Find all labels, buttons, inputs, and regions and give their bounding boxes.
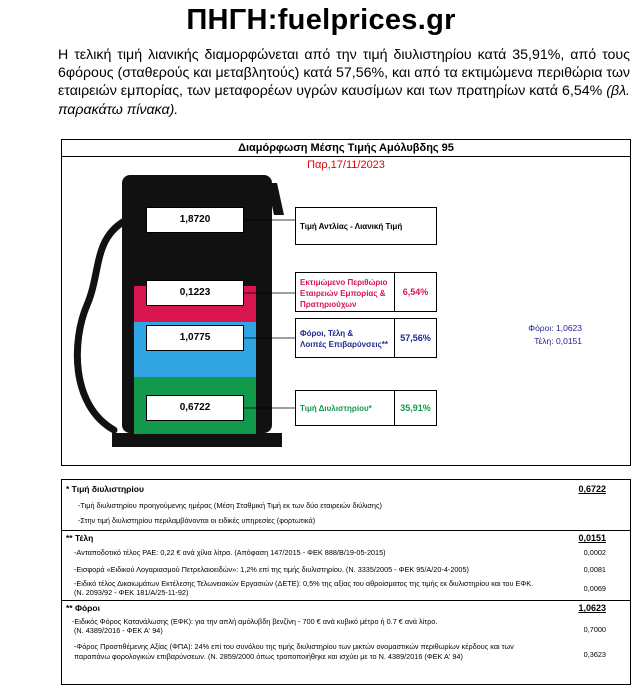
figure-date: Παρ,17/11/2023 [307,159,385,171]
table-divider [62,530,630,531]
price-breakdown-figure [61,139,631,466]
refinery-share: 35,91% [394,391,436,425]
margin-label-line-2: Εταιρειών Εμπορίας & [300,289,386,298]
fee-item-2-value: 0,0081 [583,565,606,574]
tax-breakdown-taxes-value: 1,0623 [556,323,582,333]
tax-item-1-ref: (Ν. 4389/2016 - ΦΕΚ Α' 94) [74,626,163,635]
tax-item-2-value: 0,3623 [583,650,606,659]
refinery-section-title: * Τιμή διυλιστηρίου [66,484,144,494]
taxes-section-value: 1,0623 [578,603,606,613]
fee-item-3: -Ειδικό τέλος Δικαιωμάτων Εκτέλεσης Τελωνειακών Εργασιών (ΔΕΤΕ): 0,5% της αξίας του αθροίσματος της τιμής εκ διυλιστηρίου και του ΕΦΚ. [74,579,534,588]
tax-breakdown-fees [502,336,582,346]
tax-breakdown-taxes [502,323,582,333]
taxes-share: 57,56% [394,319,436,357]
fee-item-1: -Ανταποδοτικό τέλος ΡΑΕ: 0,22 € ανά χίλια λίτρα. (Απόφαση 147/2015 - ΦΕΚ 888/Β/19-05-2015) [74,548,386,557]
tax-item-2: -Φόρος Προστιθέμενης Αξίας (ΦΠΑ): 24% επί του συνόλου της τιμής διυλιστηρίου των μικτών ονομαστικών περιθωρίων κέρδους και των [74,642,514,651]
figure-title: Διαμόρφωση Μέσης Τιμής Αμόλυβδης 95 [62,140,630,157]
tax-item-2-ref: παραπάνω φορολογικών επιβαρύνσεων. (Ν. 2859/2000 όπως τροποποιήθηκε και ισχύει με το Ν. 4389/2016 (ΦΕΚ Α' 94) [74,652,463,661]
tax-breakdown-taxes-label: Φόροι: [528,323,554,333]
taxes-value-box: 1,0775 [146,325,244,351]
tax-item-1-value: 0,7000 [583,625,606,634]
refinery-label-box [295,390,437,426]
fees-section-value: 0,0151 [578,533,606,543]
pump-base [112,433,282,447]
page-title: ΠΗΓΗ:fuelprices.gr [186,4,456,36]
intro-note: (βλ. παρακάτω πίνακα). [58,83,630,118]
refinery-section-value: 0,6722 [578,484,606,494]
tax-breakdown-fees-label: Τέλη: [534,336,554,346]
total-label-box [295,207,437,245]
refinery-note-1: -Τιμή διυλιστηρίου προηγούμενης ημέρας (Μέση Σταθμική Τιμή εκ των δύο εταιρειών διύλισης) [78,501,382,510]
fee-item-2: -Εισφορά «Ειδικού Λογαριασμού Πετρελαιοειδών»: 1,2% επί της τιμής διυλιστηρίου. (Ν. 3335/2005 - ΦΕΚ 95/Α/20-4-2005) [74,565,469,574]
taxes-section-title: ** Φόροι [66,603,100,613]
table-row [62,484,630,496]
fee-item-3-ref: (Ν. 2093/92 - ΦΕΚ 181/Α/25-11-92) [74,588,189,597]
total-value-box: 1,8720 [146,207,244,233]
refinery-note-2: -Στην τιμή διυλιστηρίου περιλαμβάνονται οι ειδικές υπηρεσίες (φορτωτικά) [78,516,316,525]
details-table [61,479,631,685]
refinery-value-box: 0,6722 [146,395,244,421]
tax-item-1: -Ειδικός Φόρος Κατανάλωσης (ΕΦΚ): για την απλή αμόλυβδη βενζίνη - 700 € ανά κυβικό μέτρο ή 0.7 € ανά λίτρο. [72,617,438,626]
taxes-label-line-2: Λοιπές Επιβαρύνσεις** [300,340,388,349]
refinery-label: Τιμή Διυλιστηρίου* [300,403,372,413]
fees-section-title: ** Τέλη [66,533,94,543]
margin-label-line-3: Πρατηριούχων [300,300,357,309]
taxes-label-box [295,318,437,358]
margin-value-box: 0,1223 [146,280,244,306]
fee-item-3-value: 0,0069 [583,584,606,593]
intro-paragraph [58,46,630,119]
table-divider [62,600,630,601]
tax-breakdown-fees-value: 0,0151 [556,336,582,346]
margin-label-line-1: Εκτιμώμενο Περιθώριο [300,278,388,287]
taxes-label [300,328,388,350]
fee-item-1-value: 0,0002 [583,548,606,557]
taxes-label-line-1: Φόροι, Τέλη & [300,329,354,338]
margin-share: 6,54% [394,273,436,311]
margin-label-box [295,272,437,312]
fuel-pump-chart [62,175,632,467]
intro-text: Η τελική τιμή λιανικής διαμορφώνεται από την τιμή διυλιστηρίου κατά 35,91%, από τους 6φόρους (σταθερούς και μεταβλητούς) κατά 57,56%, και από τα εκτιμώμενα περιθώρια των εταιρειών εμπορίας, των μεταφορέων υγρών καυσίμων και των πρατηρίων κατά 6,54% [58,47,630,100]
margin-label [300,277,387,310]
total-label: Τιμή Αντλίας - Λιανική Τιμή [300,221,403,231]
